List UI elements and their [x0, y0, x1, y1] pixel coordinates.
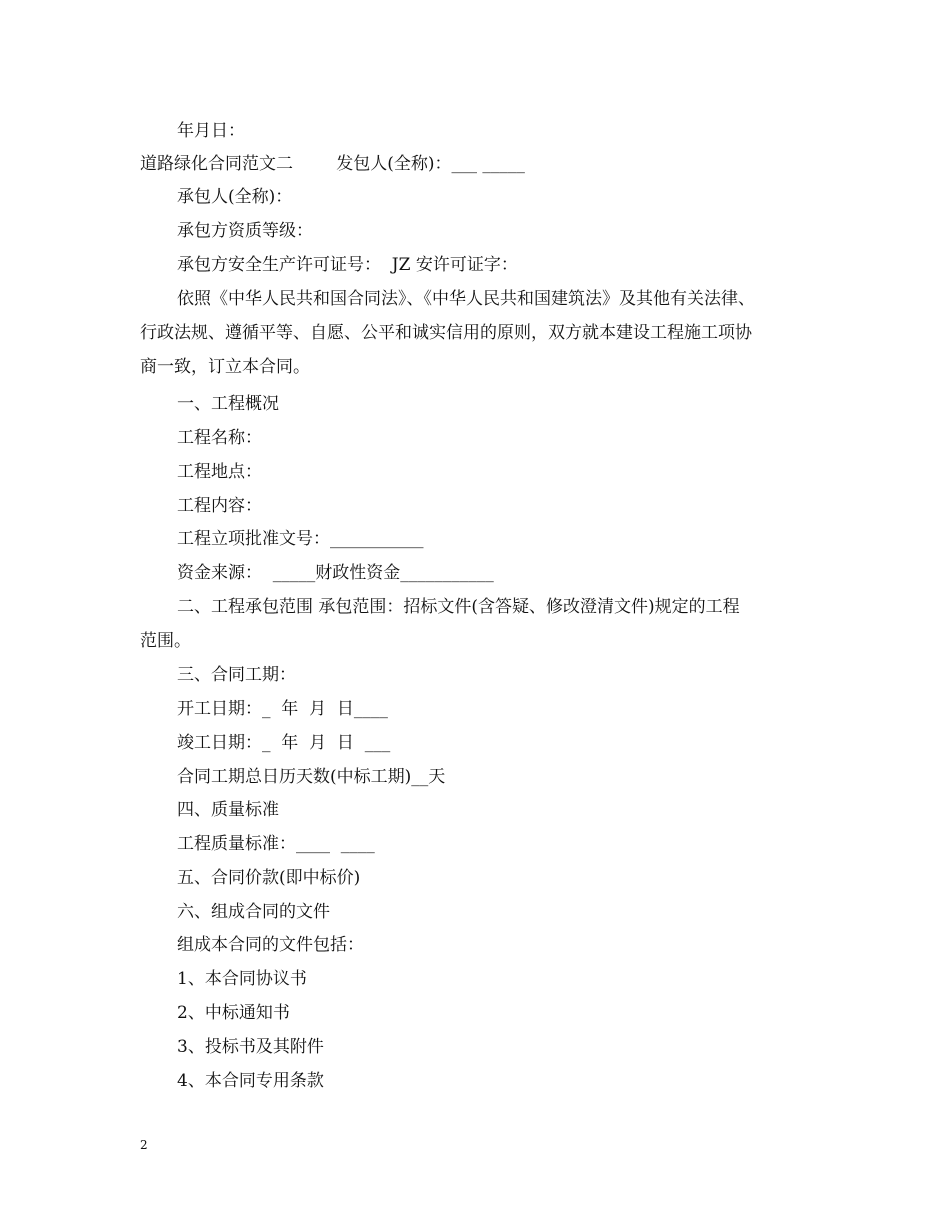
safety-license-line: 承包方安全生产许可证号： JZ 安许可证字： — [177, 255, 518, 275]
document-item-1: 1、本合同协议书 — [177, 969, 307, 989]
start-date-line: 开工日期：_ 年 月 日____ — [177, 699, 388, 719]
preamble-line-1: 依照《中华人民共和国合同法》、《中华人民共和国建筑法》及其他有关法律、 — [177, 289, 755, 309]
contractor-name-line: 承包人(全称)： — [177, 187, 293, 207]
total-days-line: 合同工期总日历天数(中标工期)__天 — [177, 767, 446, 787]
project-name-line: 工程名称： — [177, 428, 262, 448]
completion-date-line: 竣工日期：_ 年 月 日 ___ — [177, 733, 391, 753]
date-line: 年月日： — [177, 121, 245, 141]
section-heading-quality: 四、质量标准 — [177, 800, 279, 820]
preamble-line-2: 行政法规、遵循平等、自愿、公平和诚实信用的原则，双方就本建设工程施工项协 — [140, 323, 752, 343]
approval-number-line: 工程立项批准文号：___________ — [177, 529, 424, 549]
scope-line-2: 范围。 — [140, 631, 191, 651]
document-item-3: 3、投标书及其附件 — [177, 1037, 324, 1057]
section-heading-documents: 六、组成合同的文件 — [177, 902, 330, 922]
documents-intro-line: 组成本合同的文件包括： — [177, 935, 364, 955]
document-item-4: 4、本合同专用条款 — [177, 1071, 324, 1091]
quality-standard-line: 工程质量标准：____ ____ — [177, 834, 375, 854]
project-content-line: 工程内容： — [177, 496, 262, 516]
project-location-line: 工程地点： — [177, 462, 262, 482]
section-heading-price: 五、合同价款(即中标价) — [177, 868, 361, 888]
document-item-2: 2、中标通知书 — [177, 1003, 290, 1023]
preamble-line-3: 商一致，订立本合同。 — [140, 357, 310, 377]
section-heading-duration: 三、合同工期： — [177, 665, 296, 685]
qualification-line: 承包方资质等级： — [177, 221, 313, 241]
contract-title-line: 道路绿化合同范文二 发包人(全称)：___ _____ — [140, 154, 525, 174]
scope-line-1: 二、工程承包范围 承包范围：招标文件(含答疑、修改澄清文件)规定的工程 — [177, 597, 740, 617]
section-heading-overview: 一、工程概况 — [177, 394, 279, 414]
page-number: 2 — [140, 1138, 148, 1152]
funding-source-line: 资金来源： _____财政性资金___________ — [177, 563, 494, 583]
